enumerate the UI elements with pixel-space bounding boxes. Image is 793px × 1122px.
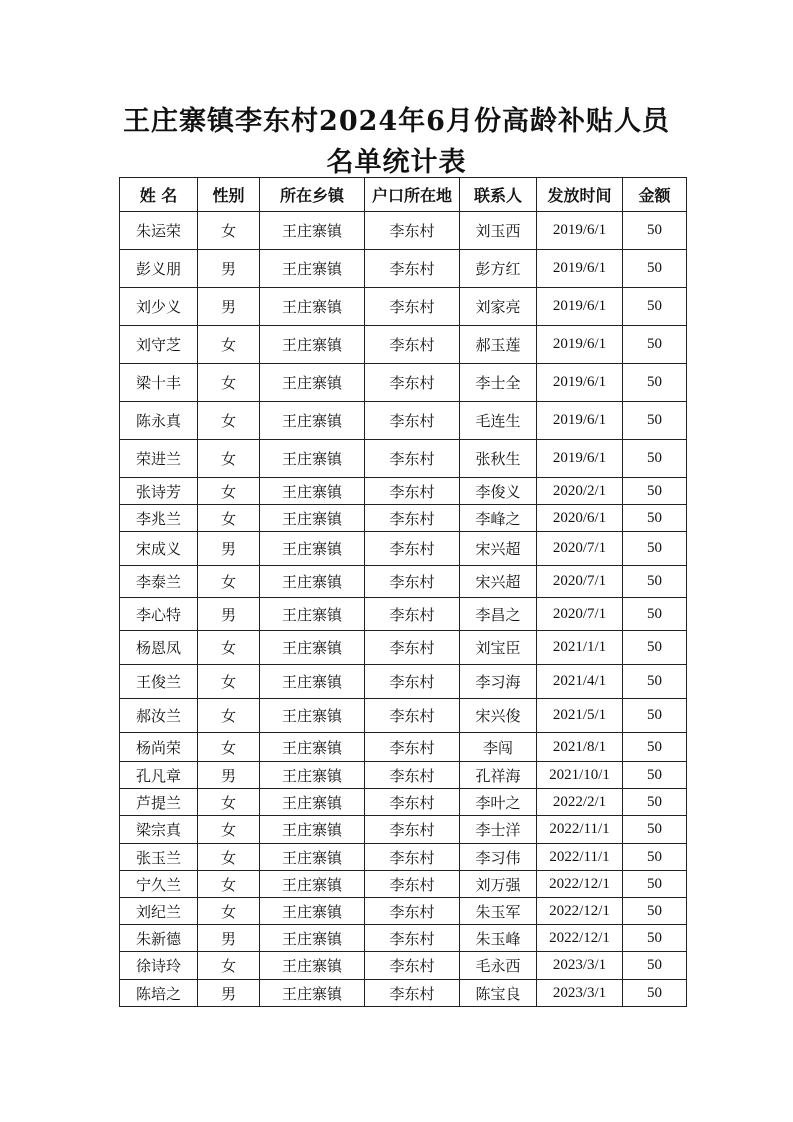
table-row xyxy=(120,898,687,925)
cell-contact: 李俊义 xyxy=(460,478,537,505)
table-row xyxy=(120,789,687,816)
cell-name: 徐诗玲 xyxy=(120,952,198,980)
cell-township: 王庄寨镇 xyxy=(260,532,365,566)
table-row xyxy=(120,250,687,288)
cell-contact: 李叶之 xyxy=(460,789,537,816)
cell-household: 李东村 xyxy=(365,288,460,326)
cell-amount: 50 xyxy=(623,925,687,952)
cell-township: 王庄寨镇 xyxy=(260,844,365,871)
cell-household: 李东村 xyxy=(365,925,460,952)
cell-gender: 女 xyxy=(198,844,260,871)
cell-amount: 50 xyxy=(623,478,687,505)
header-household: 户口所在地 xyxy=(365,178,460,212)
table-row xyxy=(120,532,687,566)
cell-issue-date: 2020/2/1 xyxy=(537,478,623,505)
cell-issue-date: 2019/6/1 xyxy=(537,250,623,288)
cell-gender: 女 xyxy=(198,364,260,402)
cell-issue-date: 2021/8/1 xyxy=(537,733,623,762)
cell-amount: 50 xyxy=(623,871,687,898)
cell-township: 王庄寨镇 xyxy=(260,326,365,364)
table-row xyxy=(120,402,687,440)
table-row xyxy=(120,326,687,364)
cell-household: 李东村 xyxy=(365,532,460,566)
cell-township: 王庄寨镇 xyxy=(260,288,365,326)
cell-township: 王庄寨镇 xyxy=(260,898,365,925)
cell-amount: 50 xyxy=(623,402,687,440)
cell-gender: 女 xyxy=(198,326,260,364)
header-township: 所在乡镇 xyxy=(260,178,365,212)
cell-contact: 郝玉莲 xyxy=(460,326,537,364)
cell-household: 李东村 xyxy=(365,364,460,402)
cell-issue-date: 2021/1/1 xyxy=(537,631,623,665)
table-row xyxy=(120,212,687,250)
cell-issue-date: 2021/5/1 xyxy=(537,699,623,733)
header-gender: 性别 xyxy=(198,178,260,212)
cell-township: 王庄寨镇 xyxy=(260,505,365,532)
cell-gender: 女 xyxy=(198,816,260,844)
cell-household: 李东村 xyxy=(365,789,460,816)
cell-contact: 李士全 xyxy=(460,364,537,402)
table-row xyxy=(120,598,687,631)
cell-name: 杨恩凤 xyxy=(120,631,198,665)
cell-township: 王庄寨镇 xyxy=(260,699,365,733)
cell-name: 宋成义 xyxy=(120,532,198,566)
table-row xyxy=(120,733,687,762)
cell-amount: 50 xyxy=(623,440,687,478)
cell-issue-date: 2022/12/1 xyxy=(537,898,623,925)
cell-issue-date: 2019/6/1 xyxy=(537,440,623,478)
cell-township: 王庄寨镇 xyxy=(260,733,365,762)
cell-township: 王庄寨镇 xyxy=(260,250,365,288)
cell-issue-date: 2019/6/1 xyxy=(537,288,623,326)
cell-township: 王庄寨镇 xyxy=(260,871,365,898)
cell-name: 宁久兰 xyxy=(120,871,198,898)
cell-amount: 50 xyxy=(623,505,687,532)
cell-township: 王庄寨镇 xyxy=(260,631,365,665)
table-row xyxy=(120,665,687,699)
cell-issue-date: 2022/2/1 xyxy=(537,789,623,816)
cell-township: 王庄寨镇 xyxy=(260,789,365,816)
table-row xyxy=(120,952,687,980)
cell-issue-date: 2019/6/1 xyxy=(537,212,623,250)
cell-township: 王庄寨镇 xyxy=(260,364,365,402)
cell-gender: 女 xyxy=(198,566,260,598)
cell-gender: 男 xyxy=(198,288,260,326)
cell-gender: 女 xyxy=(198,789,260,816)
table-row xyxy=(120,699,687,733)
cell-contact: 毛永西 xyxy=(460,952,537,980)
cell-issue-date: 2021/4/1 xyxy=(537,665,623,699)
cell-household: 李东村 xyxy=(365,631,460,665)
cell-township: 王庄寨镇 xyxy=(260,598,365,631)
subsidy-roster-table xyxy=(119,177,687,1007)
table-row xyxy=(120,288,687,326)
cell-amount: 50 xyxy=(623,532,687,566)
cell-gender: 女 xyxy=(198,440,260,478)
document-title-line-1: 王庄寨镇李东村2024年6月份高龄补贴人员 xyxy=(123,106,670,137)
cell-amount: 50 xyxy=(623,598,687,631)
cell-amount: 50 xyxy=(623,762,687,789)
cell-amount: 50 xyxy=(623,566,687,598)
cell-gender: 女 xyxy=(198,665,260,699)
cell-amount: 50 xyxy=(623,250,687,288)
cell-name: 彭义朋 xyxy=(120,250,198,288)
cell-amount: 50 xyxy=(623,212,687,250)
cell-gender: 女 xyxy=(198,733,260,762)
cell-amount: 50 xyxy=(623,898,687,925)
cell-household: 李东村 xyxy=(365,952,460,980)
cell-contact: 刘玉西 xyxy=(460,212,537,250)
cell-household: 李东村 xyxy=(365,505,460,532)
table-body xyxy=(120,212,687,1007)
cell-name: 刘纪兰 xyxy=(120,898,198,925)
cell-gender: 女 xyxy=(198,402,260,440)
cell-name: 孔凡章 xyxy=(120,762,198,789)
cell-contact: 李习海 xyxy=(460,665,537,699)
cell-household: 李东村 xyxy=(365,598,460,631)
cell-contact: 李士洋 xyxy=(460,816,537,844)
cell-household: 李东村 xyxy=(365,665,460,699)
cell-gender: 女 xyxy=(198,699,260,733)
cell-name: 王俊兰 xyxy=(120,665,198,699)
cell-gender: 男 xyxy=(198,980,260,1007)
cell-amount: 50 xyxy=(623,789,687,816)
cell-contact: 李峰之 xyxy=(460,505,537,532)
cell-contact: 朱玉军 xyxy=(460,898,537,925)
cell-household: 李东村 xyxy=(365,402,460,440)
cell-contact: 刘宝臣 xyxy=(460,631,537,665)
cell-contact: 孔祥海 xyxy=(460,762,537,789)
cell-township: 王庄寨镇 xyxy=(260,952,365,980)
cell-name: 杨尚荣 xyxy=(120,733,198,762)
cell-name: 朱运荣 xyxy=(120,212,198,250)
cell-name: 陈培之 xyxy=(120,980,198,1007)
cell-name: 芦提兰 xyxy=(120,789,198,816)
cell-gender: 男 xyxy=(198,762,260,789)
cell-gender: 女 xyxy=(198,478,260,505)
cell-issue-date: 2022/11/1 xyxy=(537,816,623,844)
cell-contact: 李昌之 xyxy=(460,598,537,631)
cell-contact: 刘家亮 xyxy=(460,288,537,326)
cell-gender: 男 xyxy=(198,598,260,631)
cell-amount: 50 xyxy=(623,665,687,699)
cell-township: 王庄寨镇 xyxy=(260,212,365,250)
cell-household: 李东村 xyxy=(365,326,460,364)
table-row xyxy=(120,762,687,789)
cell-issue-date: 2019/6/1 xyxy=(537,402,623,440)
cell-household: 李东村 xyxy=(365,898,460,925)
header-contact: 联系人 xyxy=(460,178,537,212)
cell-amount: 50 xyxy=(623,288,687,326)
cell-issue-date: 2019/6/1 xyxy=(537,364,623,402)
cell-township: 王庄寨镇 xyxy=(260,478,365,505)
cell-contact: 陈宝良 xyxy=(460,980,537,1007)
cell-issue-date: 2022/11/1 xyxy=(537,844,623,871)
cell-issue-date: 2020/6/1 xyxy=(537,505,623,532)
cell-contact: 朱玉峰 xyxy=(460,925,537,952)
cell-amount: 50 xyxy=(623,816,687,844)
table-row xyxy=(120,478,687,505)
cell-household: 李东村 xyxy=(365,980,460,1007)
cell-issue-date: 2022/12/1 xyxy=(537,871,623,898)
cell-gender: 女 xyxy=(198,898,260,925)
table-row xyxy=(120,505,687,532)
cell-household: 李东村 xyxy=(365,762,460,789)
cell-household: 李东村 xyxy=(365,478,460,505)
cell-amount: 50 xyxy=(623,844,687,871)
cell-issue-date: 2021/10/1 xyxy=(537,762,623,789)
cell-name: 郝汝兰 xyxy=(120,699,198,733)
header-amount: 金额 xyxy=(623,178,687,212)
table-row xyxy=(120,440,687,478)
cell-issue-date: 2019/6/1 xyxy=(537,326,623,364)
cell-name: 梁十丰 xyxy=(120,364,198,402)
cell-name: 李心特 xyxy=(120,598,198,631)
cell-issue-date: 2023/3/1 xyxy=(537,952,623,980)
cell-name: 张诗芳 xyxy=(120,478,198,505)
cell-township: 王庄寨镇 xyxy=(260,762,365,789)
table-header-row xyxy=(120,178,687,212)
cell-township: 王庄寨镇 xyxy=(260,925,365,952)
document-title-line-2: 名单统计表 xyxy=(326,147,467,178)
cell-contact: 宋兴俊 xyxy=(460,699,537,733)
cell-contact: 张秋生 xyxy=(460,440,537,478)
table-row xyxy=(120,844,687,871)
cell-gender: 男 xyxy=(198,250,260,288)
cell-name: 梁宗真 xyxy=(120,816,198,844)
table-row xyxy=(120,816,687,844)
cell-issue-date: 2020/7/1 xyxy=(537,532,623,566)
cell-contact: 刘万强 xyxy=(460,871,537,898)
cell-amount: 50 xyxy=(623,699,687,733)
cell-name: 刘少义 xyxy=(120,288,198,326)
cell-household: 李东村 xyxy=(365,250,460,288)
cell-household: 李东村 xyxy=(365,566,460,598)
cell-amount: 50 xyxy=(623,364,687,402)
header-issue-date: 发放时间 xyxy=(537,178,623,212)
cell-gender: 女 xyxy=(198,212,260,250)
cell-gender: 女 xyxy=(198,631,260,665)
cell-township: 王庄寨镇 xyxy=(260,440,365,478)
table-row xyxy=(120,631,687,665)
table-row xyxy=(120,980,687,1007)
cell-gender: 女 xyxy=(198,505,260,532)
cell-name: 陈永真 xyxy=(120,402,198,440)
table-row xyxy=(120,925,687,952)
cell-contact: 宋兴超 xyxy=(460,566,537,598)
cell-name: 李泰兰 xyxy=(120,566,198,598)
cell-gender: 男 xyxy=(198,532,260,566)
header-name: 姓 名 xyxy=(120,178,198,212)
cell-name: 刘守芝 xyxy=(120,326,198,364)
cell-issue-date: 2020/7/1 xyxy=(537,598,623,631)
table-row xyxy=(120,871,687,898)
cell-township: 王庄寨镇 xyxy=(260,402,365,440)
cell-name: 荣进兰 xyxy=(120,440,198,478)
cell-amount: 50 xyxy=(623,952,687,980)
cell-amount: 50 xyxy=(623,326,687,364)
cell-name: 朱新德 xyxy=(120,925,198,952)
cell-household: 李东村 xyxy=(365,212,460,250)
cell-household: 李东村 xyxy=(365,871,460,898)
cell-contact: 毛连生 xyxy=(460,402,537,440)
cell-name: 李兆兰 xyxy=(120,505,198,532)
table-row xyxy=(120,566,687,598)
cell-name: 张玉兰 xyxy=(120,844,198,871)
cell-issue-date: 2020/7/1 xyxy=(537,566,623,598)
table-row xyxy=(120,364,687,402)
cell-gender: 女 xyxy=(198,952,260,980)
cell-issue-date: 2022/12/1 xyxy=(537,925,623,952)
cell-household: 李东村 xyxy=(365,699,460,733)
cell-household: 李东村 xyxy=(365,733,460,762)
cell-amount: 50 xyxy=(623,980,687,1007)
cell-amount: 50 xyxy=(623,631,687,665)
cell-township: 王庄寨镇 xyxy=(260,816,365,844)
cell-contact: 李习伟 xyxy=(460,844,537,871)
cell-township: 王庄寨镇 xyxy=(260,566,365,598)
cell-amount: 50 xyxy=(623,733,687,762)
cell-contact: 宋兴超 xyxy=(460,532,537,566)
cell-contact: 彭方红 xyxy=(460,250,537,288)
cell-gender: 男 xyxy=(198,925,260,952)
cell-township: 王庄寨镇 xyxy=(260,665,365,699)
cell-gender: 女 xyxy=(198,871,260,898)
cell-household: 李东村 xyxy=(365,844,460,871)
cell-township: 王庄寨镇 xyxy=(260,980,365,1007)
cell-household: 李东村 xyxy=(365,440,460,478)
cell-household: 李东村 xyxy=(365,816,460,844)
cell-issue-date: 2023/3/1 xyxy=(537,980,623,1007)
cell-contact: 李闯 xyxy=(460,733,537,762)
